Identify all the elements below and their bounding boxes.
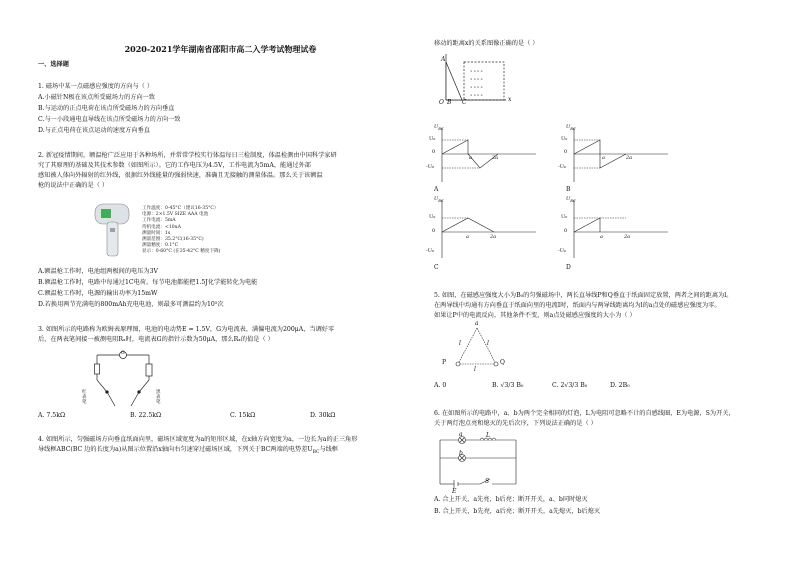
q2-stem-line4: 枪的说法中正确的是（ ） <box>38 182 109 189</box>
q5-stem-line3: 如果让P中的电流反向、其他条件不变，则a点处磁感应强度的大小为（ ） <box>434 312 636 319</box>
graph-d-neg-u0: -U₀ <box>558 248 566 254</box>
svg-text:× × × ×: × × × × <box>470 69 483 73</box>
q6-option-b[interactable]: B. 合上开关，b先亮，a后亮；断开开关，a先熄灭，b后熄灭 <box>434 508 601 515</box>
q5-option-a[interactable]: A. 0 <box>434 382 447 389</box>
q4-label-c: C <box>462 99 467 106</box>
spec-5: 测量时间：1s <box>142 230 171 236</box>
q4-label-a: A <box>441 56 446 63</box>
spec-4: 待机电流：<10uA <box>142 224 181 230</box>
q5-option-d[interactable]: D. 2B₀ <box>610 382 630 389</box>
red-probe-label: 红表笔 <box>82 390 87 405</box>
graph-b-u0: U₀ <box>561 136 568 142</box>
graph-d-u0: U₀ <box>561 214 568 220</box>
q4-graph-b <box>558 126 678 184</box>
spec-6: 测量范围：35.2°C(16-35°C) <box>142 236 204 242</box>
q1-option-c[interactable]: C.与一小段通电直导线在该点所受磁场力的方向一致 <box>38 116 181 123</box>
q4-graph-d <box>558 198 678 260</box>
q5-option-b[interactable]: B. √3/3 B₀ <box>492 382 524 389</box>
q6-switch-s: S <box>485 478 490 485</box>
graph-d-zero: 0 <box>564 228 568 234</box>
q4-label-o: O <box>439 99 444 106</box>
spec-7: 测量精度：0.1°C <box>142 243 179 249</box>
q5-side-l3: l <box>474 366 476 373</box>
graph-c-neg-u0: -U₀ <box>426 248 434 254</box>
q5-point-a: a <box>475 320 479 327</box>
q6-circuit <box>436 432 520 490</box>
graph-b-zero: 0 <box>564 149 568 155</box>
q3-option-a[interactable]: A. 7.5kΩ <box>38 412 66 419</box>
spec-3: 工作电流：5mA <box>142 218 176 224</box>
graph-b-neg-u0: -U₀ <box>558 164 566 170</box>
graph-b-ylabel: $U_{BC}$ <box>566 124 576 131</box>
q5-wire-q: Q <box>500 359 505 366</box>
spec-1: 工作温度：0-45°C（建议16-35°C） <box>142 206 219 211</box>
q2-stem-line2: 究了其原理的基础及其技术参数（如图所示）。它的工作电压为4.5V，工作电流为5mA，能通过外部 <box>38 162 311 169</box>
graph-c-u0: U₀ <box>429 214 436 220</box>
graph-d-ylabel: $U_{BC}$ <box>566 196 576 203</box>
galvanometer-label: G <box>121 351 125 356</box>
graph-a-neg-u0: -U₀ <box>426 164 434 170</box>
svg-text:× × × ×: × × × × <box>470 85 483 89</box>
q6-option-a[interactable]: A. 合上开关，a先亮，b后亮；断开开关，a、b同时熄灭 <box>434 496 588 503</box>
q1-option-a[interactable]: A.小磁针N极在该点所受磁场力的方向一致 <box>38 94 156 101</box>
q5-option-c[interactable]: C. 2√3/3 B₀ <box>552 382 588 389</box>
q3-stem-line1: 3. 如图所示的电路称为欧姆表原理图，电池的电动势E = 1.5V，G为电流表，满偏电流为200μA，当调好零 <box>38 326 335 333</box>
q4-option-d[interactable]: D <box>566 264 571 271</box>
q5-side-l1: l <box>459 340 461 347</box>
thermometer-figure <box>93 200 135 258</box>
graph-b-tick-2a: 2a <box>626 155 633 161</box>
q2-option-d[interactable]: D.若换用两节充满电的800mAh充电电池，则最多可测温约为10⁵次 <box>38 301 224 308</box>
q4-option-b[interactable]: B <box>566 186 571 193</box>
q6-inductor-l: L <box>486 432 490 439</box>
q4-stem-line1: 4. 如图所示，匀强磁场方向垂直纸面向里，磁场区域宽度为a的矩形区域，在x轴方向宽度为a，一边长为a的正三角形 <box>38 436 358 443</box>
q1-option-b[interactable]: B.与运动的正点电荷在该点所受磁场力的方向垂直 <box>38 105 175 112</box>
q5-wire-p: P <box>442 359 447 366</box>
q2-stem-line3: 感知被人体向外辐射的红外线，很据红外线能量的强弱快速，准确且无接触的测量体温。那么关于该额温 <box>38 172 323 179</box>
q3-stem-line2: 后，在两表笔间接一被测电阻Rₓ时，电流表G的指针示数为50μA，那么Rₓ的值是（ ） <box>38 336 274 343</box>
graph-c-zero: 0 <box>432 228 436 234</box>
q2-stem-line1: 2. 新冠疫情期间，额温枪广泛应用于各种场所，并常常学校实行体温每日三检制度，体温检测由中国科学家研 <box>38 152 337 159</box>
graph-a-zero: 0 <box>432 149 436 155</box>
graph-c-tick-2a: 2a <box>490 234 497 240</box>
q6-lamp-b: b <box>459 450 463 457</box>
q4-option-c[interactable]: C <box>434 264 439 271</box>
q2-option-c[interactable]: C.额温枪工作时，电源的输出功率为15mW <box>38 290 158 297</box>
q2-option-b[interactable]: B.额温枪工作时，电路中每通过1C电荷，每节电池都能把1.5J化学能转化为电能 <box>38 279 258 286</box>
spec-2: 电源：2×1.5V SIZE AAA 电池 <box>142 212 209 218</box>
q6-stem-line1: 6. 在如图所示的电路中，a、b为两个完全相同的灯泡，L为电阻可忽略不计的自感线圈，E为电源，S为开关， <box>434 410 735 417</box>
q6-lamp-a: a <box>459 431 463 438</box>
graph-d-tick-a: a <box>600 234 603 240</box>
q4-label-b: B <box>447 99 452 106</box>
q6-source-e: E <box>452 488 457 495</box>
q3-option-b[interactable]: B. 22.5kΩ <box>130 412 162 419</box>
q4-stem-line3: 移动的距离x的关系图像正确的是（ ） <box>434 40 539 47</box>
q2-option-a[interactable]: A.额温枪工作时，电池组两极间的电压为3V <box>38 268 159 275</box>
graph-a-u0: U₀ <box>429 136 436 142</box>
q3-option-d[interactable]: D. 30kΩ <box>310 412 336 419</box>
q1-option-d[interactable]: D.与正点电荷在该点运动的速度方向垂直 <box>38 127 150 134</box>
q5-stem-line2: 在两导线中均通有方向垂直于纸面向里的电流I时，纸面内与两导线距离均为l的a点处的磁感应强度为零。 <box>434 302 721 309</box>
black-probe-label: 黑表笔 <box>156 390 161 405</box>
q3-option-c[interactable]: C. 15kΩ <box>230 412 256 419</box>
graph-c-ylabel: $U_{BC}$ <box>434 196 444 203</box>
q5-side-l2: l <box>487 340 489 347</box>
q4-graph-c <box>426 198 546 260</box>
q6-stem-line2: 关于两灯泡点亮和熄灭的先后次序，下列说法正确的是（ ） <box>434 420 597 427</box>
svg-text:× × × ×: × × × × <box>470 77 483 81</box>
q4-stem-line2: 导线框ABC(BC 边的长度为a)从图示位置沿x轴向右匀速穿过磁场区域，下列关于BC两端的电势差$U_{BC}$与线框 <box>38 446 338 456</box>
q5-stem-line1: 5. 如图，在磁感应强度大小为B₀的匀强磁场中，两长直导线P和Q垂直于纸面固定放置，两者之间的距离为l。 <box>434 292 733 299</box>
q4-option-a[interactable]: A <box>434 186 439 193</box>
q4-label-x: x <box>508 96 512 103</box>
ohmmeter-circuit <box>93 350 153 408</box>
q4-graph-a <box>426 126 546 184</box>
graph-c-tick-a: a <box>466 234 469 240</box>
graph-a-ylabel: $U_{BC}$ <box>434 124 444 131</box>
svg-text:× × × ×: × × × × <box>470 93 483 97</box>
graph-b-tick-a: a <box>602 155 605 161</box>
q1-stem: 1. 磁场中某一点磁感应强度的方向与（ ） <box>38 83 154 90</box>
graph-d-tick-2a: 2a <box>624 234 631 240</box>
graph-a-tick-2a: 2a <box>492 155 499 161</box>
page-title: 2020-2021学年湖南省邵阳市高二入学考试物理试卷 <box>124 44 317 54</box>
graph-a-tick-a: a <box>469 155 472 161</box>
spec-8: 显示：0-60°C (在35-42°C 精度下降) <box>142 249 221 255</box>
section-heading: 一、选择题 <box>38 61 69 68</box>
